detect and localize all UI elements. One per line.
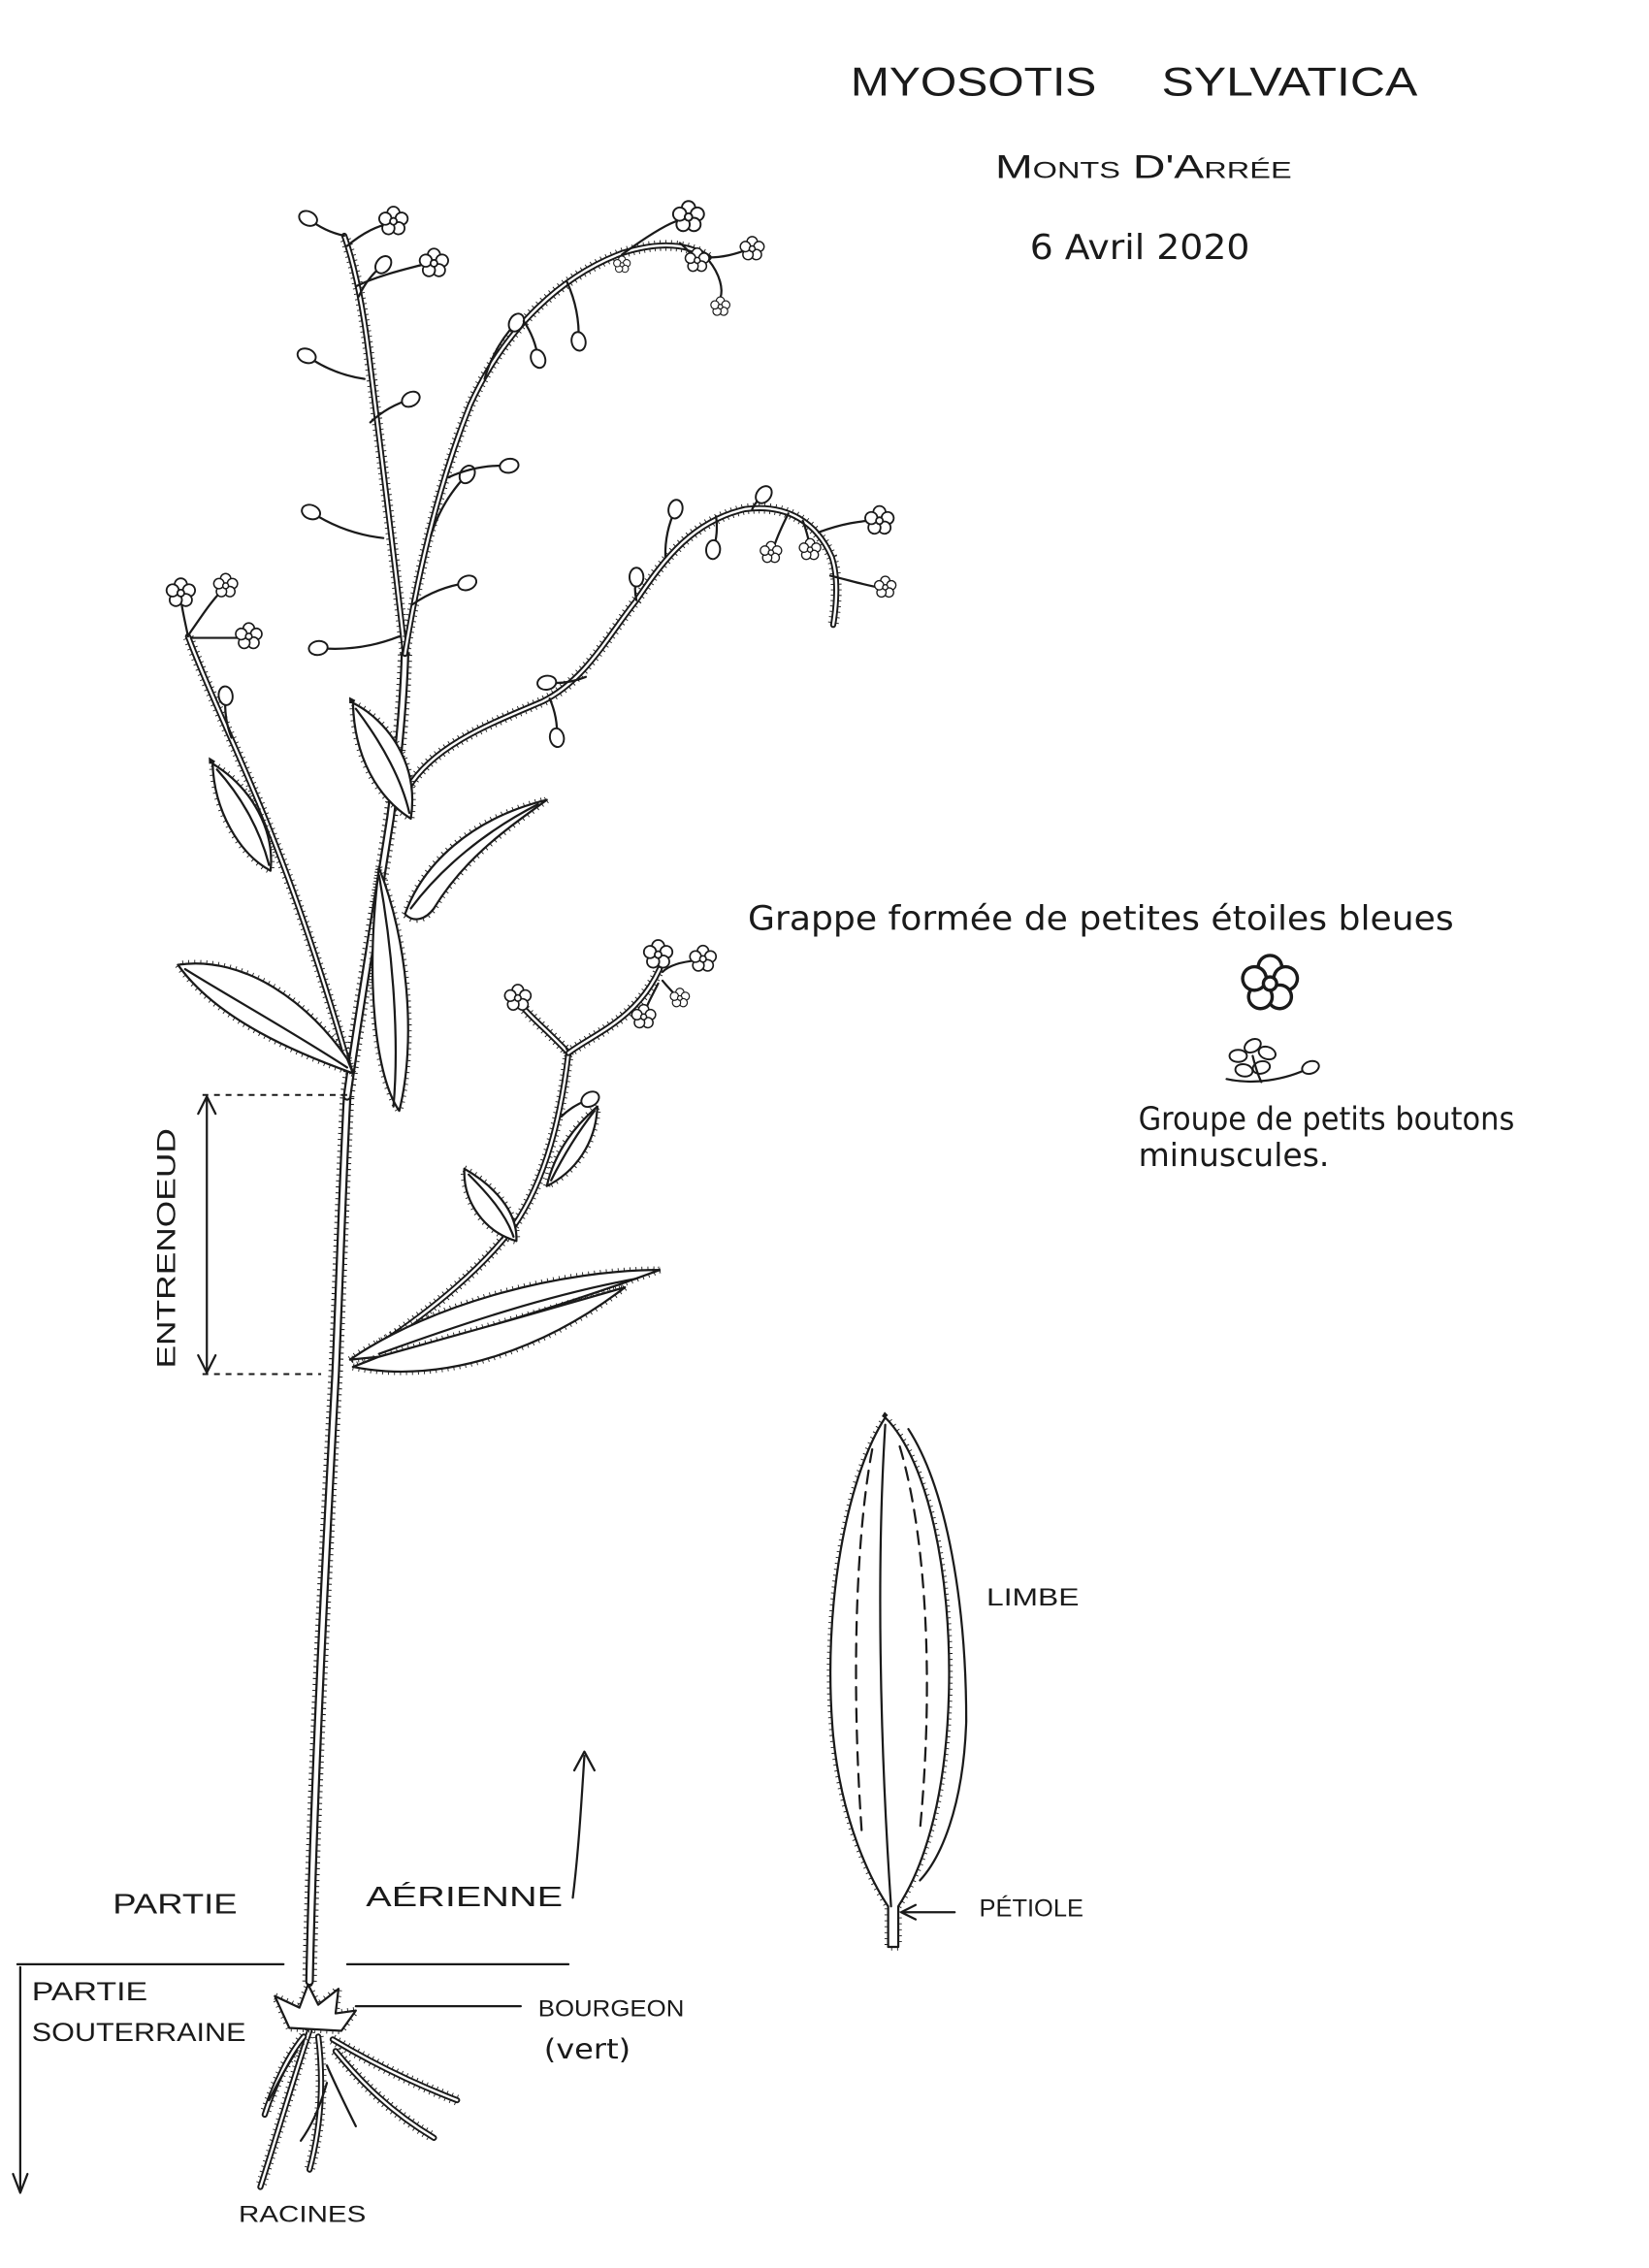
flower-icon bbox=[377, 207, 409, 237]
flower-icon bbox=[863, 506, 895, 536]
underground-part-label-2: SOUTERRAINE bbox=[31, 2017, 246, 2047]
basal-bud-blade bbox=[275, 1985, 356, 2031]
leaf-detail-blade bbox=[830, 1417, 949, 1947]
leaf-right-middle bbox=[405, 800, 547, 920]
bud-head bbox=[307, 640, 328, 657]
bud-group-illustration bbox=[1227, 1036, 1321, 1082]
bud-note: (vert) bbox=[543, 2032, 631, 2065]
title-species: SYLVATICA bbox=[1161, 58, 1418, 105]
flower-pedicel bbox=[774, 513, 789, 546]
title-genus: MYOSOTIS bbox=[850, 58, 1097, 105]
lower-right-branch-left-arm-core bbox=[524, 1008, 568, 1053]
top-left-stem bbox=[344, 236, 405, 654]
flower-bud bbox=[548, 698, 566, 748]
bud-head bbox=[705, 539, 721, 560]
top-left-stem-outline bbox=[344, 236, 405, 654]
flower-icon bbox=[642, 940, 674, 970]
leaf-left-branch bbox=[212, 763, 271, 870]
flower-bud bbox=[524, 321, 548, 370]
flower-icon bbox=[212, 573, 239, 599]
main-stem-lower-core bbox=[309, 1096, 347, 1982]
flower-icon bbox=[418, 248, 450, 278]
buds-note-line-1: Groupe de petits boutons bbox=[1138, 1100, 1515, 1138]
top-right-branch bbox=[405, 245, 709, 654]
aerial-arrow-shaft bbox=[573, 1756, 585, 1897]
flower-bud bbox=[295, 346, 364, 379]
flower-pedicel bbox=[709, 260, 722, 298]
buds-note-line-2: minuscules. bbox=[1138, 1136, 1330, 1174]
bud-head bbox=[536, 674, 557, 691]
main-stem-lower bbox=[309, 1096, 347, 1982]
top-right-branch-outline bbox=[405, 245, 709, 654]
root bbox=[336, 2051, 434, 2137]
leaf-right-middle-blade bbox=[405, 800, 547, 920]
bud-head bbox=[297, 209, 320, 229]
bud-head bbox=[570, 331, 588, 352]
flower-icon bbox=[503, 985, 533, 1013]
root-outline bbox=[336, 2051, 434, 2137]
leaf-lower-branch-small bbox=[465, 1169, 517, 1242]
flower-bud bbox=[297, 209, 344, 237]
flower-pedicel bbox=[189, 590, 222, 633]
aerial-part-label-1: PARTIE bbox=[113, 1889, 238, 1921]
petiole-label: PÉTIOLE bbox=[979, 1895, 1083, 1923]
bud-head bbox=[1301, 1058, 1321, 1076]
flower-icon bbox=[739, 237, 765, 262]
bud-head bbox=[217, 686, 234, 706]
bud-head bbox=[300, 502, 322, 522]
flower-icon bbox=[873, 576, 897, 599]
bud-pedicel bbox=[318, 636, 400, 649]
flower-bud bbox=[300, 502, 383, 538]
blade-label: LIMBE bbox=[986, 1584, 1080, 1612]
leaf-left-large bbox=[178, 963, 352, 1073]
roots-label: RACINES bbox=[239, 2201, 367, 2228]
cluster-note: Grappe formée de petites étoiles bleues bbox=[747, 899, 1454, 939]
bud-pedicel bbox=[311, 512, 384, 538]
flower-pedicel bbox=[709, 250, 747, 257]
date: 6 Avril 2020 bbox=[1029, 227, 1250, 268]
flower-icon bbox=[798, 538, 823, 561]
flower-icon bbox=[760, 541, 784, 564]
flower-bud bbox=[567, 282, 588, 352]
flower-icon bbox=[234, 623, 263, 651]
flower-pedicel bbox=[819, 521, 872, 533]
lower-right-branch-left-arm bbox=[524, 1008, 568, 1053]
leaf-lower-branch-small-blade bbox=[465, 1169, 517, 1242]
flower-bud bbox=[307, 636, 399, 656]
internode-label: ENTRENOEUD bbox=[151, 1185, 181, 1369]
bud-head bbox=[456, 573, 478, 593]
bud-head bbox=[666, 499, 684, 520]
bud-head bbox=[1235, 1063, 1254, 1078]
underground-part-label-1: PARTIE bbox=[31, 1977, 148, 2007]
basal-bud bbox=[275, 1985, 356, 2031]
bud-head bbox=[630, 567, 643, 586]
leaf-upright bbox=[372, 868, 408, 1111]
location: Monts D'Arrée bbox=[994, 148, 1292, 186]
bud-head bbox=[529, 347, 548, 370]
flower-icon bbox=[710, 297, 731, 317]
flower-icon bbox=[671, 201, 705, 234]
bud-head bbox=[400, 389, 423, 410]
flower-icon bbox=[689, 946, 718, 974]
bud-label: BOURGEON bbox=[537, 1995, 685, 2023]
leaf-detail bbox=[830, 1417, 966, 1947]
bud-head bbox=[1230, 1050, 1247, 1062]
leaf-left-branch-blade bbox=[212, 763, 271, 870]
bud-head bbox=[548, 728, 566, 749]
flower-icon bbox=[165, 578, 197, 608]
bud-head bbox=[295, 346, 317, 366]
leaf-upright-blade bbox=[372, 868, 408, 1111]
aerial-part-label-2: AÉRIENNE bbox=[366, 1882, 564, 1914]
bud-head bbox=[499, 457, 520, 474]
flower-icon bbox=[1240, 956, 1301, 1014]
